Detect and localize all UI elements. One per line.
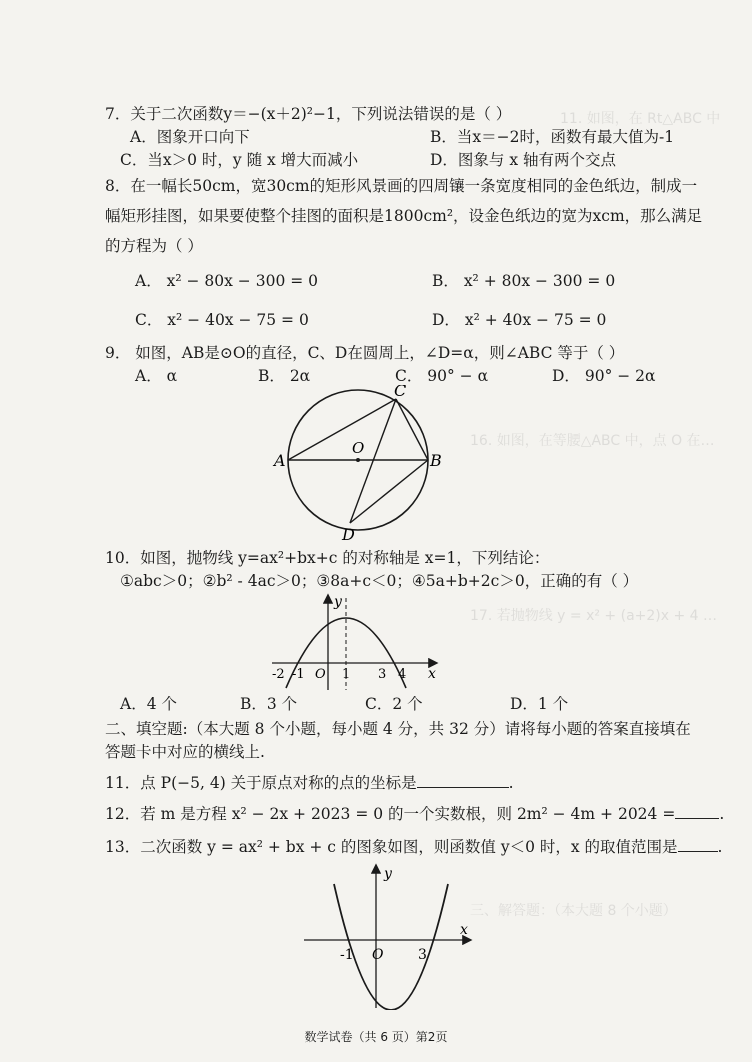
- section2-heading-cont: 答题卡中对应的横线上.: [105, 743, 265, 761]
- bleed-through-text: 11. 如图，在 Rt△ABC 中: [560, 111, 721, 127]
- label-c: C: [394, 385, 407, 400]
- q13-line: [105, 837, 722, 857]
- q9-stem: 9． 如图，AB是⊙O的直径，C、D在圆周上，∠D=α，则∠ABC 等于（ ）: [105, 344, 625, 362]
- q9-option-a: A． α: [135, 367, 178, 385]
- hidden-ad: [288, 460, 350, 523]
- q7-stem: 7．关于二次函数y＝−(x＋2)²−1，下列说法错误的是（ ）: [105, 105, 512, 123]
- q10-option-c: C．2 个: [365, 695, 423, 713]
- q10-parabola-figure: [268, 592, 446, 692]
- q12-period: .: [719, 805, 725, 823]
- q8-option-d: D． x² + 40x − 75 = 0: [432, 311, 607, 329]
- q7-option-c: C．当x＞0 时，y 随 x 增大而减小: [120, 151, 359, 169]
- q8-stem-line1: 8．在一幅长50cm，宽30cm的矩形风景画的四周镶一条宽度相同的金色纸边，制成一: [105, 177, 698, 195]
- label-minus-1: -1: [292, 667, 305, 682]
- q9-option-c: C． 90° − α: [395, 367, 489, 385]
- q12-answer-blank[interactable]: [675, 818, 719, 819]
- bleed-through-text: 16. 如图，在等腰△ABC 中，点 O 在…: [470, 433, 715, 449]
- label-one: 1: [342, 667, 351, 682]
- q11-line: [105, 773, 514, 793]
- q8-option-c: C． x² − 40x − 75 = 0: [135, 311, 309, 329]
- chord-cb: [396, 399, 428, 460]
- label-y: y: [334, 594, 342, 610]
- q10-stem-line2: ①abc＞0；②b² - 4ac＞0；③8a+c＜0；④5a+b+2c＞0，正确的有（ ）: [120, 572, 639, 590]
- q11-period: .: [508, 774, 514, 792]
- label-x: x: [460, 922, 468, 938]
- label-x: x: [428, 666, 436, 682]
- bleed-through-text: 三、解答题：（本大题 8 个小题）: [470, 903, 677, 919]
- q13-answer-blank[interactable]: [678, 851, 718, 852]
- q8-option-a: A． x² − 80x − 300 = 0: [135, 272, 319, 290]
- label-minus-2: -2: [272, 667, 285, 682]
- q9-option-d: D． 90° − 2α: [552, 367, 656, 385]
- q7-option-a: A．图象开口向下: [130, 128, 250, 146]
- q9-option-b: B． 2α: [258, 367, 311, 385]
- label-a: A: [274, 451, 286, 470]
- label-three: 3: [378, 667, 387, 682]
- section2-heading: 二、填空题:（本大题 8 个小题，每小题 4 分，共 32 分）请将每小题的答案直接填在: [105, 720, 691, 738]
- label-d: D: [342, 525, 355, 544]
- q12-line: [105, 804, 724, 824]
- q10-option-d: D．1 个: [510, 695, 569, 713]
- q8-stem-line3: 的方程为（ ）: [105, 237, 203, 255]
- q10-option-a: A．4 个: [120, 695, 177, 713]
- label-four: 4: [398, 667, 407, 682]
- page-footer: 数学试卷（共 6 页）第2页: [304, 1030, 448, 1044]
- label-b: B: [430, 451, 442, 470]
- q8-stem-line2: 幅矩形挂图，如果要使整个挂图的面积是1800cm²，设金色纸边的宽为xcm，那么满足: [105, 207, 703, 225]
- q13-period: .: [717, 838, 723, 856]
- label-origin: O: [315, 667, 326, 682]
- center-point: [356, 458, 360, 462]
- q10-stem-line1: 10．如图，抛物线 y=ax²+bx+c 的对称轴是 x=1，下列结论：: [105, 549, 550, 567]
- q12-text: 12．若 m 是方程 x² − 2x + 2023 = 0 的一个实数根，则 2m² − 4m + 2024 =: [105, 805, 676, 823]
- q7-option-b: B．当x＝−2时，函数有最大值为-1: [430, 128, 675, 146]
- label-minus-1: -1: [340, 947, 354, 963]
- q13-parabola-figure: [300, 862, 475, 1010]
- label-origin: O: [372, 947, 384, 963]
- label-three: 3: [418, 947, 427, 963]
- q13-text: 13．二次函数 y = ax² + bx + c 的图象如图，则函数值 y＜0 时，x 的取值范围是: [105, 838, 678, 856]
- label-o: O: [352, 439, 365, 457]
- q7-option-d: D．图象与 x 轴有两个交点: [430, 151, 617, 169]
- q8-option-b: B． x² + 80x − 300 = 0: [432, 272, 616, 290]
- bleed-through-text: 17. 若抛物线 y = x² + (a+2)x + 4 …: [470, 608, 718, 624]
- q9-circle-figure: [270, 385, 450, 545]
- label-y: y: [384, 866, 392, 882]
- q11-text: 11．点 P(−5, 4) 关于原点对称的点的坐标是: [105, 774, 417, 792]
- chord-ac: [288, 399, 396, 460]
- q11-answer-blank[interactable]: [417, 787, 509, 788]
- q10-option-b: B．3 个: [240, 695, 298, 713]
